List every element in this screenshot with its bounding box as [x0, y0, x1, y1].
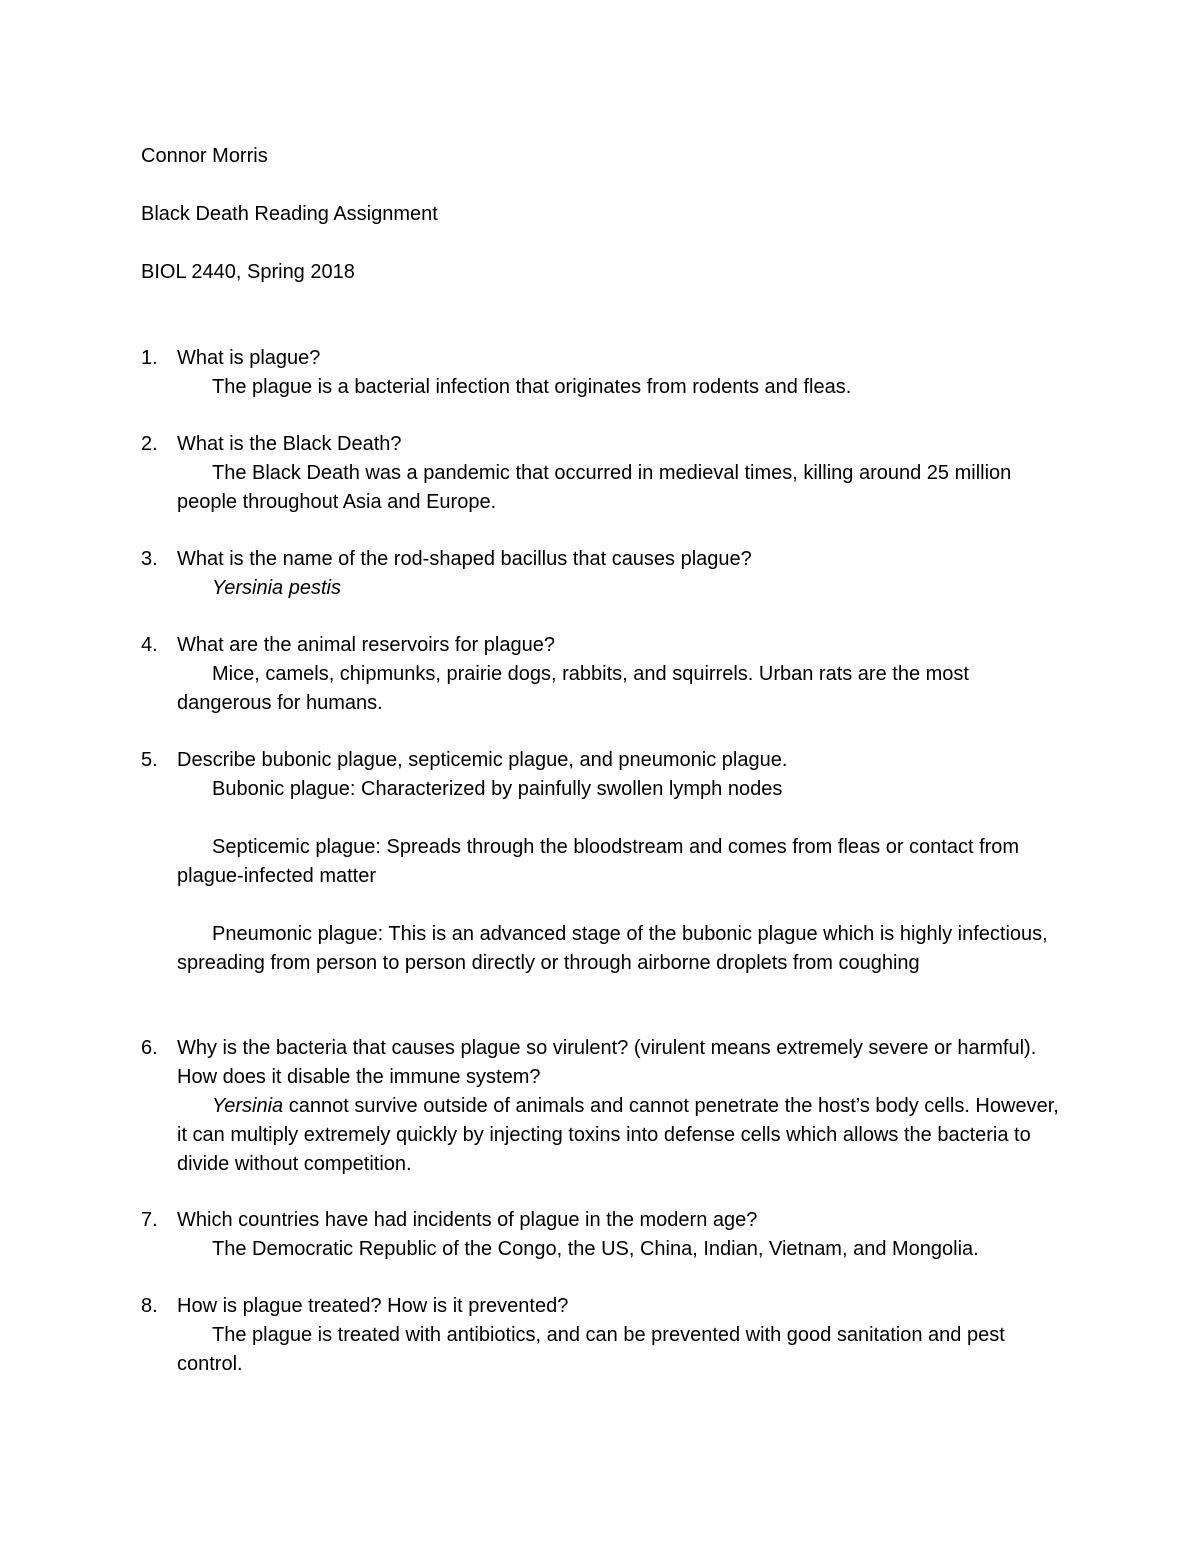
- question-number: 8.: [141, 1295, 158, 1317]
- question-item: [141, 631, 1061, 718]
- answer-text: The Democratic Republic of the Congo, the US, China, Indian, Vietnam, and Mongolia.: [212, 1238, 979, 1260]
- answer-text: The plague is treated with antibiotics, and can be prevented with good sanitation and pest control.: [177, 1324, 1005, 1375]
- question-text: Why is the bacteria that causes plague so virulent? (virulent means extremely severe or harmful). How does it disable the immune system?: [177, 1037, 1037, 1088]
- question-item: [141, 746, 1061, 978]
- answer-italic-term: Yersinia: [212, 1095, 284, 1117]
- question-number: 6.: [141, 1037, 158, 1059]
- question-number: 1.: [141, 347, 158, 369]
- question-text: How is plague treated? How is it prevented?: [177, 1295, 569, 1317]
- answer-bubonic: Bubonic plague: Characterized by painfully swollen lymph nodes: [212, 778, 783, 800]
- question-text: What is the Black Death?: [177, 433, 402, 455]
- question-number: 7.: [141, 1209, 158, 1231]
- question-item: [141, 1206, 1061, 1264]
- question-number: 3.: [141, 548, 158, 570]
- question-number: 2.: [141, 433, 158, 455]
- author-name: Connor Morris: [141, 145, 268, 167]
- question-number: 5.: [141, 749, 158, 771]
- answer-text: The Black Death was a pandemic that occurred in medieval times, killing around 25 million people throughout Asia and Europe.: [177, 462, 1012, 513]
- question-text: What is the name of the rod-shaped bacillus that causes plague?: [177, 548, 752, 570]
- question-item: [141, 344, 1061, 402]
- question-number: 4.: [141, 634, 158, 656]
- answer-text: Yersinia cannot survive outside of animals and cannot penetrate the host’s body cells. However, it can multiply extremely quickly by injecting toxins into defense cells which allows the bacteria to divide without competition.: [177, 1095, 1059, 1175]
- answer-pneumonic: Pneumonic plague: This is an advanced stage of the bubonic plague which is highly infectious, spreading from person to person directly or through airborne droplets from coughing: [177, 923, 1048, 974]
- question-text: What is plague?: [177, 347, 321, 369]
- question-text: What are the animal reservoirs for plague?: [177, 634, 555, 656]
- course-info: BIOL 2440, Spring 2018: [141, 261, 355, 283]
- answer-text: The plague is a bacterial infection that originates from rodents and fleas.: [212, 376, 852, 398]
- answer-text: Yersinia pestis: [212, 577, 341, 599]
- assignment-title: Black Death Reading Assignment: [141, 203, 438, 225]
- question-item: [141, 1034, 1061, 1179]
- question-text: Which countries have had incidents of plague in the modern age?: [177, 1209, 758, 1231]
- question-item: [141, 430, 1061, 517]
- question-item: [141, 1292, 1061, 1379]
- question-text: Describe bubonic plague, septicemic plague, and pneumonic plague.: [177, 749, 788, 771]
- answer-text: Mice, camels, chipmunks, prairie dogs, rabbits, and squirrels. Urban rats are the most dangerous for humans.: [177, 663, 969, 714]
- question-item: [141, 545, 1061, 603]
- answer-septicemic: Septicemic plague: Spreads through the bloodstream and comes from fleas or contact from plague-infected matter: [177, 836, 1020, 887]
